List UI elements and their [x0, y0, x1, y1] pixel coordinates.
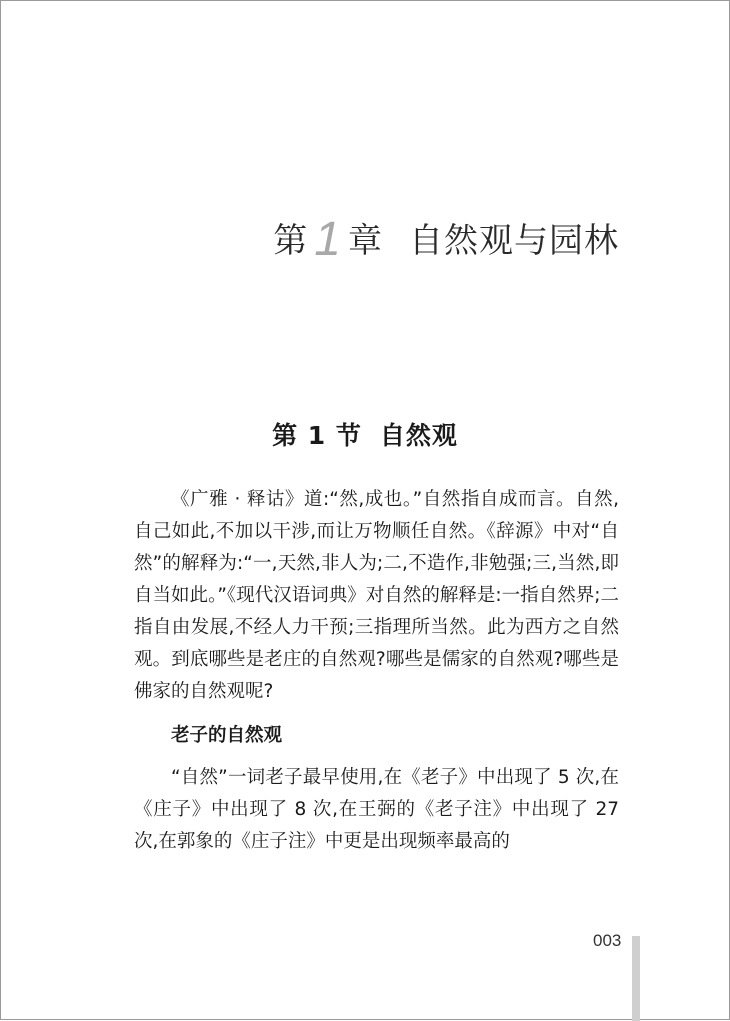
section-name: 自然观 — [379, 421, 458, 450]
chapter-name: 自然观与园林 — [409, 221, 619, 261]
chapter-title — [273, 209, 619, 264]
chapter-suffix: 章 — [348, 221, 383, 261]
subsection-paragraph: “自然”一词老子最早使用,在《老子》中出现了 5 次,在《庄子》中出现了 8 次,在王弼的《老子注》中出现了 27 次,在郭象的《庄子注》中更是出现频率最高的 — [134, 767, 619, 852]
page-edge-tab — [632, 936, 640, 1021]
body-text — [134, 484, 619, 858]
chapter-prefix: 第 — [273, 221, 309, 261]
page-number: 003 — [593, 931, 622, 950]
section-heading — [1, 416, 729, 452]
intro-paragraph: 《广雅 · 释诂》道:“然,成也。”自然指自成而言。自然,自己如此,不加以干涉,而让万物顺任自然。《辞源》中对“自然”的解释为:“一,天然,非人为;二,不造作,非勉强;三,当然,即自当如此。”《现代汉语词典》对自然的解释是:一指自然界;二指自由发展,不经人力干预;三指理所当然。此为西方之自然观。到底哪些是老庄的自然观?哪些是儒家的自然观?哪些是佛家的自然观呢? — [134, 489, 619, 702]
chapter-number: 1 — [314, 213, 342, 266]
section-label: 第 1 节 — [272, 421, 362, 450]
subsection-heading: 老子的自然观 — [171, 725, 283, 746]
